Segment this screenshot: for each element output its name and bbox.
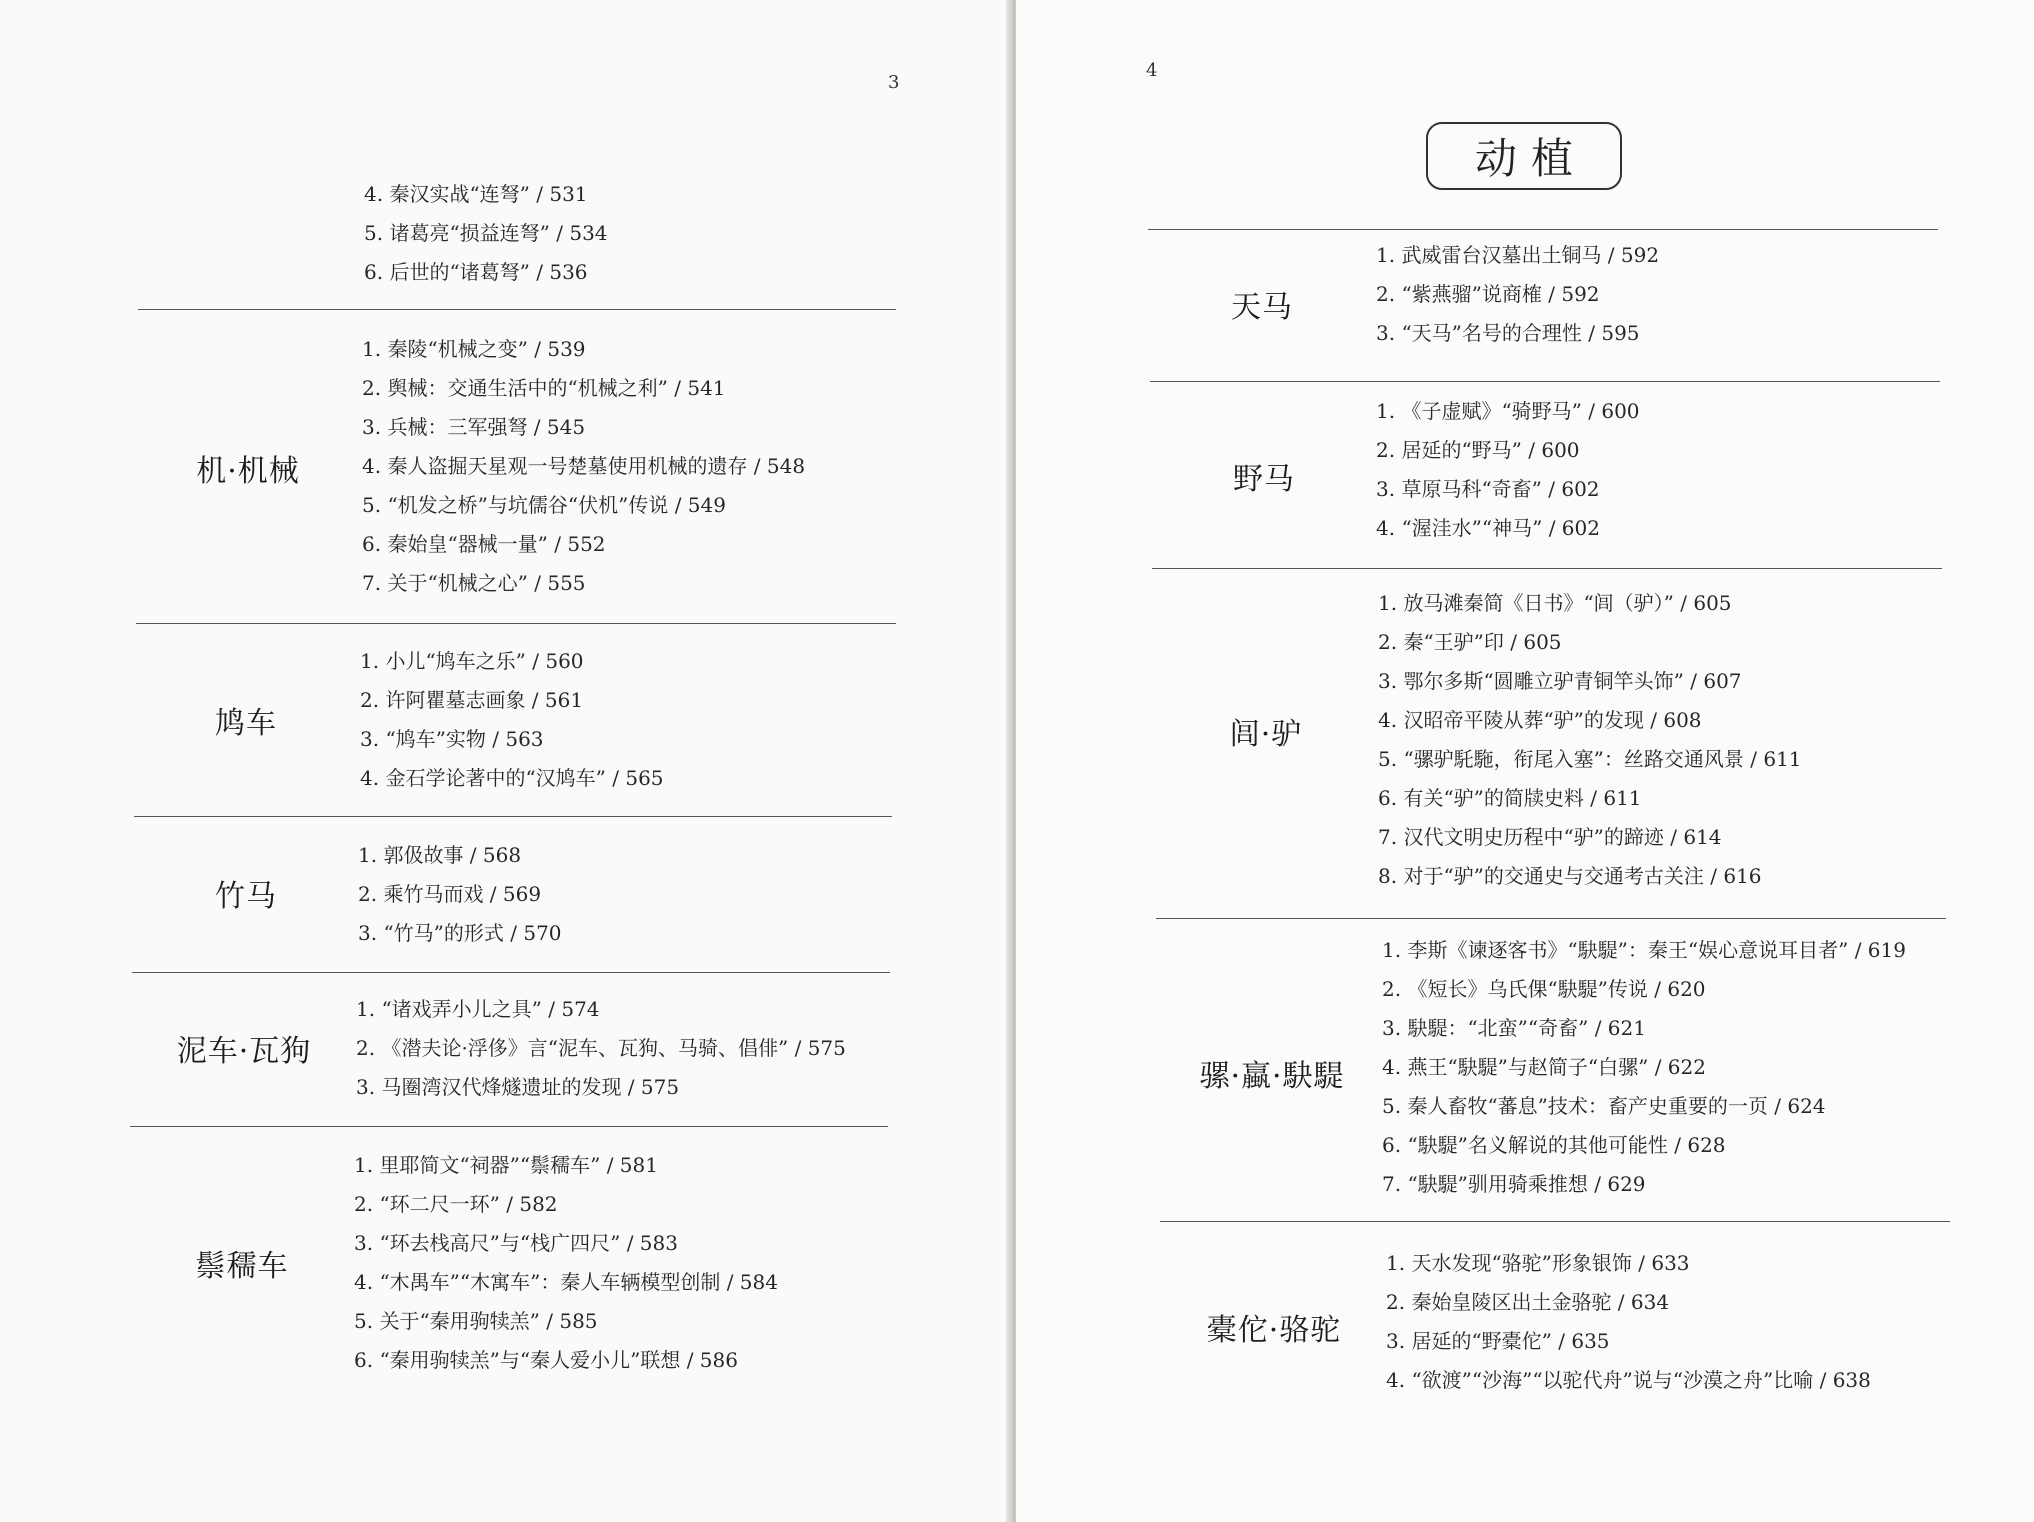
toc-entry[interactable]: 2. “环二尺一环” / 582: [354, 1192, 558, 1216]
section-entry-list: [1382, 931, 1906, 1204]
toc-entry[interactable]: 3. 居延的“野橐佗” / 635: [1386, 1329, 1610, 1353]
toc-entry[interactable]: 4. “木禺车”“木寓车”：秦人车辆模型创制 / 584: [354, 1270, 778, 1294]
toc-entry[interactable]: 3. 草原马科“奇畜” / 602: [1376, 477, 1600, 501]
toc-entry[interactable]: 5. 关于“秦用驹犊羔” / 585: [354, 1309, 598, 1333]
toc-entry[interactable]: 3. “天马”名号的合理性 / 595: [1376, 321, 1640, 345]
toc-entry[interactable]: 2. 许阿瞿墓志画象 / 561: [360, 688, 584, 712]
right-page: [1016, 0, 2034, 1522]
toc-entry[interactable]: 3. 兵械：三军强弩 / 545: [362, 415, 586, 439]
toc-entry[interactable]: 4. 秦汉实战“连弩” / 531: [364, 182, 588, 206]
toc-entry[interactable]: 1. 天水发现“骆驼”形象银饰 / 633: [1386, 1251, 1690, 1275]
toc-entry[interactable]: 1. 李斯《谏逐客书》“駃騠”：秦王“娱心意说耳目者” / 619: [1382, 938, 1906, 962]
toc-entry[interactable]: 1. 《子虚赋》“骑野马” / 600: [1376, 399, 1640, 423]
toc-entry[interactable]: 2. 《短长》乌氏倮“駃騠”传说 / 620: [1382, 977, 1706, 1001]
toc-entry[interactable]: 6. “秦用驹犊羔”与“秦人爱小儿”联想 / 586: [354, 1348, 738, 1372]
section-title: 鸠车: [215, 706, 277, 741]
section-title: 野马: [1233, 462, 1295, 497]
toc-entry[interactable]: 5. “机发之桥”与坑儒谷“伏机”传说 / 549: [362, 493, 726, 517]
section-entry-list: [360, 642, 664, 798]
section-entry-list: [1378, 584, 1802, 896]
section-divider: [1160, 1221, 1950, 1222]
section-entry-list: [1386, 1244, 1871, 1400]
toc-entry[interactable]: 2. 居延的“野马” / 600: [1376, 438, 1580, 462]
section-title: 闾·驴: [1229, 717, 1303, 752]
toc-entry[interactable]: 4. 汉昭帝平陵从葬“驴”的发现 / 608: [1378, 708, 1702, 732]
section-divider: [136, 623, 896, 624]
toc-entry[interactable]: 5. 诸葛亮“损益连弩” / 534: [364, 221, 608, 245]
page-number: 4: [1146, 60, 1158, 81]
section-entry-list: [1376, 392, 1640, 548]
section-title: 橐佗·骆驼: [1206, 1313, 1342, 1348]
toc-entry[interactable]: 3. “环去栈高尺”与“栈广四尺” / 583: [354, 1231, 678, 1255]
section-title: 竹马: [215, 879, 277, 914]
section-divider: [1156, 918, 1946, 919]
toc-entry[interactable]: 6. 秦始皇“器械一量” / 552: [362, 532, 606, 556]
section-title: 骡·蠃·駃騠: [1199, 1059, 1345, 1094]
toc-entry[interactable]: 5. 秦人畜牧“蕃息”技术：畜产史重要的一页 / 624: [1382, 1094, 1826, 1118]
section-divider: [132, 972, 890, 973]
section-entry-list: [356, 990, 846, 1107]
section-title: 天马: [1231, 290, 1293, 325]
section-entry-list: [1376, 236, 1659, 353]
section-entry-list: [354, 1146, 778, 1380]
toc-entry[interactable]: 6. 有关“驴”的简牍史料 / 611: [1378, 786, 1642, 810]
section-divider: [1150, 381, 1940, 382]
toc-entry[interactable]: 2. 秦“王驴”印 / 605: [1378, 630, 1562, 654]
section-divider: [1152, 568, 1942, 569]
continued-entry-list: [364, 175, 608, 292]
toc-entry[interactable]: 7. 汉代文明史历程中“驴”的蹄迹 / 614: [1378, 825, 1722, 849]
toc-entry[interactable]: 3. 駃騠：“北蛮”“奇畜” / 621: [1382, 1016, 1646, 1040]
toc-entry[interactable]: 8. 对于“驴”的交通史与交通考古关注 / 616: [1378, 864, 1762, 888]
toc-entry[interactable]: 3. 鄂尔多斯“圆雕立驴青铜竿头饰” / 607: [1378, 669, 1742, 693]
toc-entry[interactable]: 1. 小儿“鸠车之乐” / 560: [360, 649, 584, 673]
toc-entry[interactable]: 1. 放马滩秦简《日书》“闾（驴）” / 605: [1378, 591, 1732, 615]
toc-entry[interactable]: 5. “骡驴馲駞，衔尾入塞”：丝路交通风景 / 611: [1378, 747, 1802, 771]
section-entry-list: [358, 836, 562, 953]
toc-entry[interactable]: 1. “诸戏弄小儿之具” / 574: [356, 997, 600, 1021]
toc-entry[interactable]: 2. 秦始皇陵区出土金骆驼 / 634: [1386, 1290, 1670, 1314]
toc-entry[interactable]: 2. “紫燕骝”说商榷 / 592: [1376, 282, 1600, 306]
toc-entry[interactable]: 7. 关于“机械之心” / 555: [362, 571, 586, 595]
toc-entry[interactable]: 3. “竹马”的形式 / 570: [358, 921, 562, 945]
toc-entry[interactable]: 1. 里耶简文“祠器”“鬃穤车” / 581: [354, 1153, 658, 1177]
toc-entry[interactable]: 1. 秦陵“机械之变” / 539: [362, 337, 586, 361]
toc-entry[interactable]: 2. 乘竹马而戏 / 569: [358, 882, 542, 906]
toc-entry[interactable]: 6. 后世的“诸葛弩” / 536: [364, 260, 588, 284]
toc-entry[interactable]: 3. “鸠车”实物 / 563: [360, 727, 544, 751]
section-divider: [138, 309, 896, 310]
toc-entry[interactable]: 1. 武威雷台汉墓出土铜马 / 592: [1376, 243, 1660, 267]
toc-entry[interactable]: 2. 舆械：交通生活中的“机械之利” / 541: [362, 376, 726, 400]
toc-entry[interactable]: 3. 马圈湾汉代烽燧遗址的发现 / 575: [356, 1075, 680, 1099]
toc-entry[interactable]: 4. “欲渡”“沙海”“以驼代舟”说与“沙漠之舟”比喻 / 638: [1386, 1368, 1871, 1392]
section-title: 机·机械: [196, 454, 300, 489]
toc-entry[interactable]: 4. 秦人盗掘天星观一号楚墓使用机械的遗存 / 548: [362, 454, 806, 478]
toc-entry[interactable]: 4. 金石学论著中的“汉鸠车” / 565: [360, 766, 664, 790]
toc-entry[interactable]: 7. “駃騠”驯用骑乘推想 / 629: [1382, 1172, 1646, 1196]
toc-entry[interactable]: 2. 《潜夫论·浮侈》言“泥车、瓦狗、马骑、倡俳” / 575: [356, 1036, 846, 1060]
left-page: [0, 0, 1012, 1522]
page-number: 3: [888, 72, 900, 93]
section-divider: [134, 816, 892, 817]
section-divider: [1148, 229, 1938, 230]
section-title: 泥车·瓦狗: [176, 1034, 312, 1069]
toc-entry[interactable]: 1. 郭伋故事 / 568: [358, 843, 522, 867]
section-entry-list: [362, 330, 805, 603]
chapter-heading: 动植: [1426, 122, 1622, 190]
section-divider: [130, 1126, 888, 1127]
toc-entry[interactable]: 4. 燕王“駃騠”与赵简子“白骡” / 622: [1382, 1055, 1706, 1079]
toc-entry[interactable]: 6. “駃騠”名义解说的其他可能性 / 628: [1382, 1133, 1726, 1157]
toc-entry[interactable]: 4. “渥洼水”“神马” / 602: [1376, 516, 1600, 540]
section-title: 鬃穤车: [195, 1249, 289, 1284]
